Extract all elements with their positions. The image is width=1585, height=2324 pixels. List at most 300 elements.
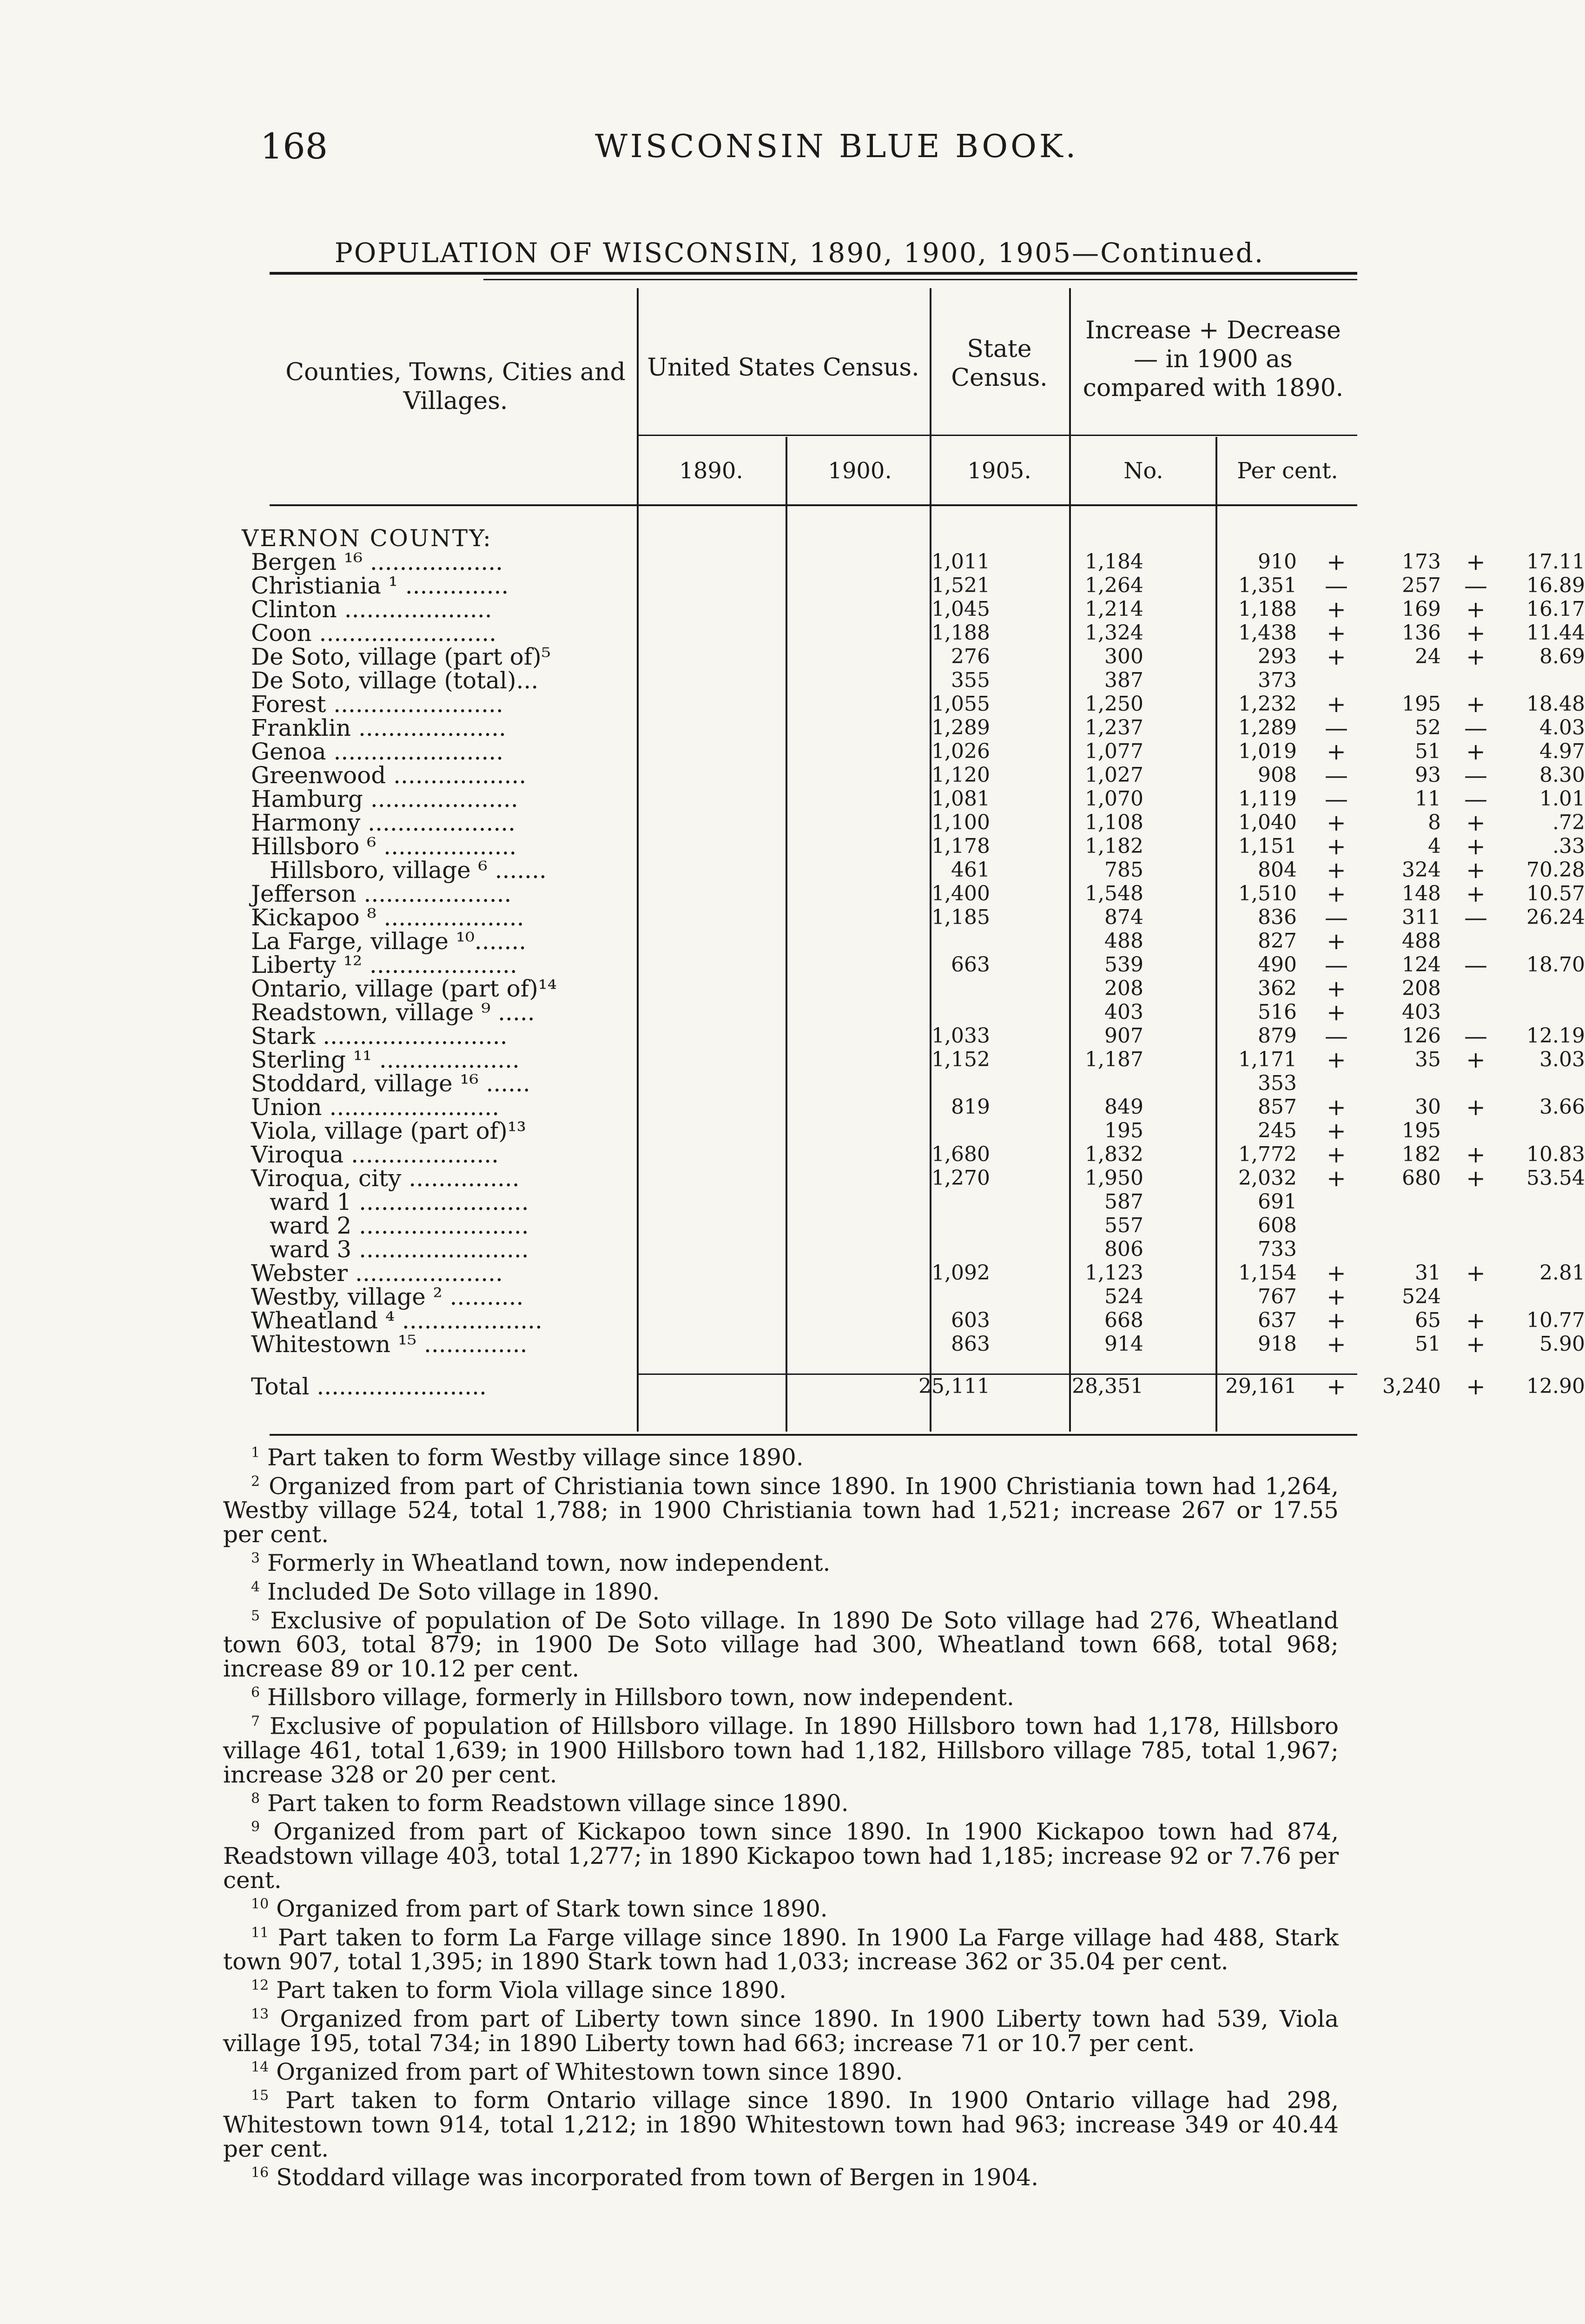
pop-1905: 836 [1258,905,1297,929]
change-number: 124 [1402,953,1441,977]
change-percent: 4.97 [1539,739,1585,763]
pop-1890: 1,100 [931,811,990,834]
pop-1905: 637 [1258,1308,1297,1332]
row-name: Coon ........................ [251,620,497,647]
pop-1905: 353 [1258,1071,1297,1095]
pop-1890: 1,120 [931,763,990,787]
pop-1900: 28,351 [1072,1374,1143,1398]
pop-1900: 1,548 [1085,882,1143,905]
footnote [223,2002,1339,2055]
percent-sign: + [1466,1094,1486,1121]
footnote-text: Part taken to form Readstown village since 1890. [260,1789,849,1817]
pop-1900 [1023,1070,1143,1096]
header-state-census: State Census. [951,335,1048,392]
pop-1890 [874,1284,990,1310]
pop-1890 [874,999,990,1025]
percent-sign [1460,1118,1492,1144]
percent-sign [1460,976,1492,1002]
change-percent: 70.28 [1526,858,1585,882]
table-top-rule-thin [483,279,1357,280]
footnote [223,2055,1339,2084]
pop-1890 [874,525,990,551]
change-number [1353,667,1441,693]
pop-1905: 362 [1258,977,1297,1000]
footnote-text: Part taken to form Westby village since 1890. [260,1444,804,1471]
pop-1900: 403 [1104,1000,1143,1024]
pop-1890: 1,026 [931,739,990,763]
pop-1900: 1,187 [1085,1048,1143,1071]
change-number: 24 [1415,645,1441,668]
footnote-text: Organized from part of Liberty town since 1890. In 1900 Liberty town had 539, Viola village 195, total 734; in 1890 Liberty town had 663; increase 71 or 10.7 per cent. [223,2005,1339,2057]
change-number: 148 [1402,882,1441,905]
change-sign [1320,1189,1353,1215]
footnote-text: Part taken to form Viola village since 1890. [269,1976,786,2004]
change-percent [1492,1118,1585,1144]
row-name: Hillsboro ⁶ .................. [251,833,517,860]
change-sign: + [1327,691,1346,718]
change-percent: 1.01 [1539,787,1585,811]
pop-1900: 1,027 [1085,763,1143,787]
change-sign: + [1327,857,1346,884]
pop-1900: 849 [1104,1095,1143,1119]
footnote-text: Hillsboro village, formerly in Hillsboro town, now independent. [260,1684,1014,1711]
footnote [223,1921,1339,1974]
percent-sign: — [1464,786,1487,812]
change-sign: + [1327,880,1346,907]
pop-1905: 857 [1258,1095,1297,1119]
change-sign: + [1327,928,1346,955]
pop-1900: 785 [1104,858,1143,882]
change-percent: 10.57 [1526,882,1585,905]
table-row [242,643,1585,670]
change-number: 52 [1415,716,1441,739]
pop-1900: 1,108 [1085,811,1143,834]
percent-sign: — [1464,904,1487,931]
change-percent: 16.17 [1526,597,1585,621]
row-name: Forest ....................... [251,691,503,718]
pop-1890: 1,045 [931,597,990,621]
change-sign: + [1327,596,1346,623]
row-name: Viola, village (part of)¹³ [251,1117,526,1144]
pop-1890: 1,033 [931,1024,990,1048]
row-name: Stoddard, village ¹⁶ ...... [251,1070,530,1097]
change-number: 35 [1415,1048,1441,1071]
table-row [242,691,1585,718]
table-row [242,1283,1441,1310]
header-change: Increase + Decrease— in 1900 as compared with 1890. [1083,317,1344,402]
table-row [242,1236,1357,1262]
percent-sign [1460,1070,1492,1096]
pop-1905: 1,019 [1238,739,1297,763]
footnote [223,2084,1339,2161]
pop-1890: 276 [951,645,990,668]
table-row [242,880,1585,907]
pop-1900: 1,832 [1085,1142,1143,1166]
footnote [223,1892,1339,1921]
change-sign: + [1327,1307,1346,1334]
change-sign: — [1325,951,1348,978]
change-number: 126 [1402,1024,1441,1048]
percent-sign: + [1466,691,1486,718]
footnote-mark: 14 [251,2059,269,2075]
change-percent: 18.48 [1526,692,1585,716]
footnote-mark: 5 [251,1607,260,1624]
footnote-text: Stoddard village was incorporated from town of Bergen in 1904. [269,2164,1038,2191]
change-number: 51 [1415,739,1441,763]
pop-1890: 1,092 [931,1261,990,1285]
change-number: 136 [1402,621,1441,645]
change-percent [1492,1236,1585,1262]
change-percent: 11.44 [1526,621,1585,645]
row-name: Union ....................... [251,1094,500,1121]
percent-sign: — [1464,951,1487,978]
row-name: Viroqua .................... [251,1141,499,1168]
header-1905: 1905. [967,458,1031,484]
table-row [242,548,1585,575]
pop-1905: 1,151 [1238,834,1297,858]
table-row [242,1189,1357,1215]
table-row [242,975,1441,1002]
pop-1900: 806 [1104,1237,1143,1261]
footnote-text: Exclusive of population of Hillsboro village. In 1890 Hillsboro town had 1,178, Hillsboro village 461, total 1,639; in 1900 Hillsboro town had 1,182, Hillsboro village 785, total 1,967; increase 328 or 20 per cent. [223,1712,1339,1788]
change-percent: 5.90 [1539,1332,1585,1356]
change-number: 4 [1428,834,1441,858]
change-number: 30 [1415,1095,1441,1119]
footnote [223,1470,1339,1547]
change-percent [1492,999,1585,1025]
change-percent: 8.69 [1539,645,1585,668]
change-sign: + [1327,1117,1346,1144]
percent-sign: + [1466,880,1486,907]
change-sign: + [1327,738,1346,765]
pop-1900: 1,184 [1085,550,1143,574]
table-body [242,525,1585,1432]
table-row [242,620,1585,647]
pop-1900 [1023,525,1143,551]
percent-sign [1460,1236,1492,1262]
change-number: 488 [1402,929,1441,953]
change-percent [1492,1213,1585,1239]
pop-1890: 1,185 [931,905,990,929]
percent-sign [1460,1213,1492,1239]
table-row [242,1331,1585,1358]
pop-1890: 1,680 [931,1142,990,1166]
row-name: Hillsboro, village ⁶ ....... [270,857,547,884]
change-number [1353,1189,1441,1215]
pop-1890: 1,521 [931,574,990,597]
row-name: ward 1 ....................... [270,1188,529,1215]
change-sign: + [1327,1141,1346,1168]
percent-sign: — [1464,572,1487,599]
change-sign: + [1327,548,1346,575]
footnote [223,1815,1339,1892]
row-name: Genoa ....................... [251,738,504,765]
pop-1905: 1,040 [1238,811,1297,834]
change-sign [1320,667,1353,693]
footnote-mark: 15 [251,2087,269,2104]
change-percent: 8.30 [1539,763,1585,787]
row-name: De Soto, village (part of)⁵ [251,643,551,670]
change-number: 195 [1402,1119,1441,1142]
footnote-mark: 11 [251,1924,269,1941]
row-name: Jefferson .................... [251,880,512,907]
pop-1905: 910 [1258,550,1297,574]
footnote-mark: 3 [251,1550,260,1567]
change-number: 65 [1415,1308,1441,1332]
row-name: Westby, village ² .......... [251,1283,524,1310]
change-number: 257 [1402,574,1441,597]
footnote [223,1710,1339,1787]
pop-1890: 1,289 [931,716,990,739]
pop-1890: 1,188 [931,621,990,645]
percent-sign: — [1464,714,1487,741]
pop-1890: 1,081 [931,787,990,811]
pop-1905: 608 [1258,1214,1297,1237]
pop-1900: 1,214 [1085,597,1143,621]
pop-1890: 355 [951,668,990,692]
pop-1905: 1,188 [1238,597,1297,621]
total-row [242,1373,1585,1400]
pop-1900: 300 [1104,645,1143,668]
pop-1905: 918 [1258,1332,1297,1356]
change-number: 182 [1402,1142,1441,1166]
percent-sign: + [1466,809,1486,836]
change-sign [1320,525,1353,551]
change-number [1353,525,1441,551]
change-percent: 3.03 [1539,1048,1585,1071]
pop-1905: 879 [1258,1024,1297,1048]
footnote-mark: 8 [251,1790,260,1807]
footnote [223,2161,1339,2190]
change-number [1353,1070,1441,1096]
percent-sign: + [1466,857,1486,884]
pop-1900: 1,123 [1085,1261,1143,1285]
pop-1905: 293 [1258,645,1297,668]
page-number: 168 [260,125,328,167]
row-name: Franklin .................... [251,714,506,741]
row-name: Stark ......................... [251,1023,508,1050]
change-sign: + [1327,833,1346,860]
row-name: Hamburg .................... [251,786,518,812]
change-number: 403 [1402,1000,1441,1024]
percent-sign: + [1466,833,1486,860]
table-row [242,738,1585,765]
change-sign: — [1325,572,1348,599]
table-row [242,1165,1585,1192]
change-number: 680 [1402,1166,1441,1190]
change-number: 208 [1402,977,1441,1000]
pop-1905: 1,232 [1238,692,1297,716]
change-percent [1492,1284,1585,1310]
change-number: 8 [1428,811,1441,834]
change-sign [1320,1070,1353,1096]
row-name: Wheatland ⁴ ................... [251,1307,542,1334]
percent-sign: + [1466,1331,1486,1358]
pop-1900: 1,250 [1085,692,1143,716]
change-percent: 3.66 [1539,1095,1585,1119]
change-sign: + [1327,1165,1346,1192]
pop-1905: 2,032 [1238,1166,1297,1190]
change-percent: 17.11 [1526,550,1585,574]
table-row [242,1117,1441,1144]
header-1900: 1900. [828,458,892,484]
table-row [242,904,1585,931]
table-row [242,1213,1357,1239]
pop-1905: 29,161 [1225,1374,1297,1398]
change-sign: + [1327,1260,1346,1287]
footnote-mark: 7 [251,1713,260,1730]
header-us-census: United States Census. [647,354,919,382]
pop-1905: 1,510 [1238,882,1297,905]
pop-1900: 668 [1104,1308,1143,1332]
change-sign: + [1327,1046,1346,1073]
pop-1890: 1,400 [931,882,990,905]
pop-1890: 25,111 [918,1374,990,1398]
footnote-mark: 1 [251,1445,260,1461]
pop-1905: 1,289 [1238,716,1297,739]
change-number: 195 [1402,692,1441,716]
change-percent: 53.54 [1526,1166,1585,1190]
pop-1905: 1,119 [1238,787,1297,811]
pop-1905: 908 [1258,763,1297,787]
pop-1900: 488 [1104,929,1143,953]
pop-1900: 587 [1104,1190,1143,1214]
change-sign [1320,1213,1353,1239]
pop-1900: 557 [1104,1214,1143,1237]
percent-sign [1460,1284,1492,1310]
table-bottom-rule [270,1434,1357,1436]
change-sign: — [1325,904,1348,931]
table-row [242,999,1441,1026]
pop-1900: 914 [1104,1332,1143,1356]
pop-1905: 245 [1258,1119,1297,1142]
table-row [242,596,1585,623]
header-divider [637,435,1357,436]
header-bottom-rule [270,504,1357,506]
change-number: 524 [1402,1285,1441,1308]
table-row [242,714,1585,741]
change-percent: .72 [1552,811,1585,834]
change-sign: + [1327,620,1346,647]
change-sign: + [1327,809,1346,836]
pop-1900: 1,077 [1085,739,1143,763]
table-row [242,786,1585,812]
footnote [223,1974,1339,2002]
pop-1900: 1,950 [1085,1166,1143,1190]
change-percent: 16.89 [1526,574,1585,597]
footnote-text: Organized from part of Stark town since 1890. [269,1895,828,1922]
pop-1900: 524 [1104,1285,1143,1308]
pop-1905: 516 [1258,1000,1297,1024]
percent-sign [1460,999,1492,1025]
percent-sign: + [1466,1373,1486,1400]
footnote [223,1681,1339,1710]
pop-1890: 819 [951,1095,990,1119]
table-row [242,951,1585,978]
percent-sign: + [1466,596,1486,623]
change-sign: — [1325,1023,1348,1050]
table-row [242,1070,1357,1096]
row-name: Bergen ¹⁶ .................. [251,548,503,575]
row-name: Webster .................... [251,1260,503,1287]
pop-1905: 804 [1258,858,1297,882]
change-number: 11 [1415,787,1441,811]
change-sign: — [1325,714,1348,741]
county-heading-row [242,525,1357,551]
percent-sign [1460,928,1492,954]
change-percent: 18.70 [1526,953,1585,977]
pop-1890: 863 [951,1332,990,1356]
footnote-mark: 10 [251,1895,269,1912]
table-row [242,833,1585,860]
change-sign [1320,1236,1353,1262]
pop-1900: 1,237 [1085,716,1143,739]
footnote [223,1787,1339,1816]
change-number: 311 [1402,905,1441,929]
change-sign: + [1327,643,1346,670]
pop-1905: 827 [1258,929,1297,953]
row-name: Total ....................... [251,1373,487,1400]
footnote-mark: 16 [251,2164,269,2181]
footnote-text: Organized from part of Christiania town since 1890. In 1900 Christiania town had 1,264, Westby village 524, total 1,788; in 1900 Christiania town had 1,521; increase 267 or 17.55 per cent. [223,1472,1339,1548]
change-percent: 10.83 [1526,1142,1585,1166]
table-row [242,809,1585,836]
row-name: Clinton .................... [251,596,492,623]
change-percent: 4.03 [1539,716,1585,739]
change-sign: — [1325,762,1348,789]
pop-1900: 1,264 [1085,574,1143,597]
percent-sign: + [1466,1165,1486,1192]
change-number: 93 [1415,763,1441,787]
header-1890: 1890. [679,458,743,484]
change-percent [1492,667,1585,693]
page-header [260,125,1283,181]
pop-1890 [874,1189,990,1215]
change-sign: + [1327,1094,1346,1121]
footnote-text: Organized from part of Whitestown town since 1890. [269,2058,903,2086]
footnote-mark: 9 [251,1819,260,1835]
change-percent [1492,1189,1585,1215]
pop-1900: 208 [1104,977,1143,1000]
row-name: VERNON COUNTY: [242,525,492,552]
header-pct: Per cent. [1237,458,1338,484]
pop-1890: 1,055 [931,692,990,716]
row-name: Harmony .................... [251,809,516,836]
table-row [242,667,1357,693]
table-row [242,1260,1585,1287]
row-name: Ontario, village (part of)¹⁴ [251,975,557,1002]
pop-1905: 733 [1258,1237,1297,1261]
change-number: 324 [1402,858,1441,882]
pop-1900: 1,070 [1085,787,1143,811]
percent-sign: + [1466,1046,1486,1073]
pop-1905: 490 [1258,953,1297,977]
row-name: Christiania ¹ .............. [251,572,509,599]
table-top-rule [270,272,1357,275]
running-title: WISCONSIN BLUE BOOK. [595,128,1079,165]
percent-sign: — [1464,762,1487,789]
footnote [223,1441,1339,1470]
table-row [242,1307,1585,1334]
header-name-col: Counties, Towns, Cities and Villages. [285,358,626,415]
percent-sign [1460,667,1492,693]
pop-1890: 461 [951,858,990,882]
pop-1890: 1,270 [931,1166,990,1190]
change-percent: 2.81 [1539,1261,1585,1285]
percent-sign: + [1466,643,1486,670]
pop-1905: 1,351 [1238,574,1297,597]
footnote-mark: 4 [251,1578,260,1595]
